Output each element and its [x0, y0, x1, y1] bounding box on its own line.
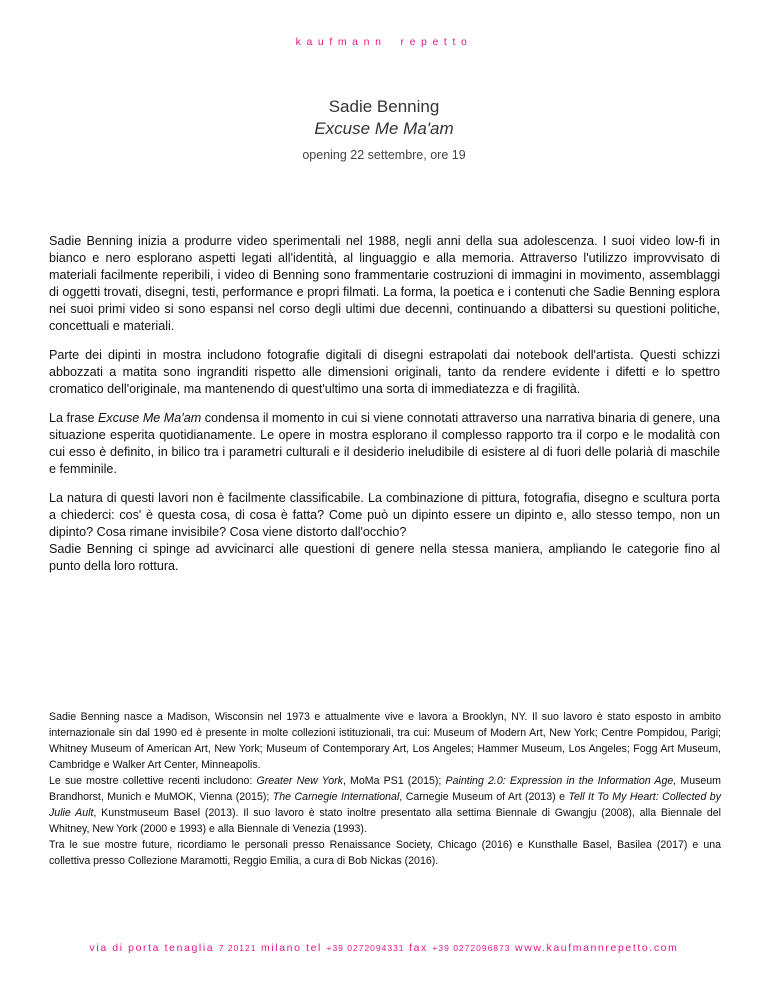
footer-fax: +39 0272096873 [432, 943, 511, 953]
gallery-logo [0, 36, 768, 48]
footer-contact [0, 942, 768, 954]
paragraph-gender: Sadie Benning ci spinge ad avvicinarci alle questioni di genere nella stessa maniera, ampliando le categorie fino al punto della loro rottura. [49, 542, 720, 573]
opening-date: opening 22 settembre, ore 19 [302, 148, 466, 162]
paragraph-paintings: Parte dei dipinti in mostra includono fotografie digitali di disegni estrapolati dai notebook dell'artista. Questi schizzi abbozzati a matita sono ingranditi rispetto alle dimensioni originali, tanto da rendere evidente i difetti e lo spettro cromatico dell'originale, ma mantenendo di quest'ultimo una sorta di immediatezza e di fragilità. [49, 348, 720, 396]
exhibition-name: Tell It To My Heart: Collected by Julie Ault [49, 791, 721, 819]
paragraph-nature: La natura di questi lavori non è facilmente classificabile. La combinazione di pittura, fotografia, disegno e scultura porta a chiederci: cos' è questa cosa, di cosa è fatta? Come può un dipinto essere un dipinto e, allo stesso tempo, non un dipinto? Cosa rimane invisibile? Cosa viene distorto dall'occhio? [49, 491, 720, 539]
logo-kaufmann: kaufmann [295, 36, 387, 48]
text-fragment: Museum Brandhorst, Munich e MuMOK, Vienna (2015); [49, 775, 721, 803]
exhibition-name: The Carnegie International [272, 791, 400, 803]
artist-name: Sadie Benning [328, 97, 440, 116]
text-fragment: , Carnegie Museum of Art (2013) e [399, 791, 569, 803]
exhibition-name: Greater New York [256, 775, 343, 787]
footer-tel-label: tel [306, 942, 322, 954]
footer-website-link[interactable]: www.kaufmannrepetto.com [515, 942, 679, 954]
text-fragment: Le sue mostre collettive recenti includono: [49, 775, 257, 787]
exhibition-name: Painting 2.0: Expression in the Information Age, [445, 775, 677, 787]
text-fragment: , MoMa PS1 (2015); [342, 775, 446, 787]
logo-repetto: repetto [400, 36, 473, 48]
artist-biography [49, 709, 721, 869]
footer-tel: +39 0272094331 [326, 943, 405, 953]
footer-city: milano [261, 942, 302, 954]
text-fragment: La frase [49, 411, 99, 425]
italic-title: Excuse Me Ma'am [98, 411, 202, 425]
text-fragment: condensa il momento in cui si viene connotati attraverso una narrativa binaria di genere, una situazione esperita quotidianamente. Le opere in mostra esplorano il complesso rapporto tra il corpo e le modalità con cui esso è definito, in bilico tra i parametri culturali e il desiderio ineludibile di esistere al di fuori delle polarià di maschile e femminile. [49, 411, 721, 476]
exhibition-title-block [0, 96, 768, 162]
bio-paragraph-2 [49, 773, 721, 837]
text-fragment: , Kunstmuseum Basel (2013). Il suo lavoro è stato inoltre presentato alla settima Biennale di Gwangju (2008), alla Biennale del Whitney, New York (2000 e 1993) e alla Biennale di Venezia (1993). [49, 807, 722, 835]
footer-number-zip: 7 20121 [218, 943, 257, 953]
press-release-body [49, 233, 720, 587]
bio-paragraph-1: Sadie Benning nasce a Madison, Wisconsin nel 1973 e attualmente vive e lavora a Brooklyn, NY. Il suo lavoro è stato esposto in ambito internazionale sin dal 1990 ed è presente in molte collezioni istituzionali, tra cui: Museum of Modern Art, New York; Centre Pompidou, Parigi; Whitney Museum of American Art, New York; Museum of Contemporary Art, Los Angeles; Hammer Museum, Los Angeles; Fogg Art Museum, Cambridge e Walker Art Center, Minneapolis. [49, 711, 721, 771]
exhibition-title: Excuse Me Ma'am [314, 119, 454, 138]
bio-paragraph-3: Tra le sue mostre future, ricordiamo le personali presso Renaissance Society, Chicago (2016) e Kunsthalle Basel, Basilea (2017) e una collettiva presso Collezione Maramotti, Reggio Emilia, a cura di Bob Nickas (2016). [49, 839, 721, 867]
paragraph-intro: Sadie Benning inizia a produrre video sperimentali nel 1988, negli anni della sua adolescenza. I suoi video low-fi in bianco e nero esplorano aspetti legati all'identità, al linguaggio e alla memoria. Attraverso l'utilizzo improvvisato di materiali facilmente reperibili, i video di Benning sono frammentarie costruzioni di immagini in movimento, assemblaggi di oggetti trovati, disegni, testi, performance e propri filmati. La forma, la poetica e i contenuti che Sadie Benning esplora nei suoi primi video si sono espansi nel corso degli ultimi due decenni, continuando a dibattersi su questioni politiche, concettuali e materiali. [49, 234, 720, 333]
footer-street: via di porta tenaglia [89, 942, 215, 954]
footer-fax-label: fax [409, 942, 428, 954]
paragraph-title-meaning [49, 410, 720, 478]
